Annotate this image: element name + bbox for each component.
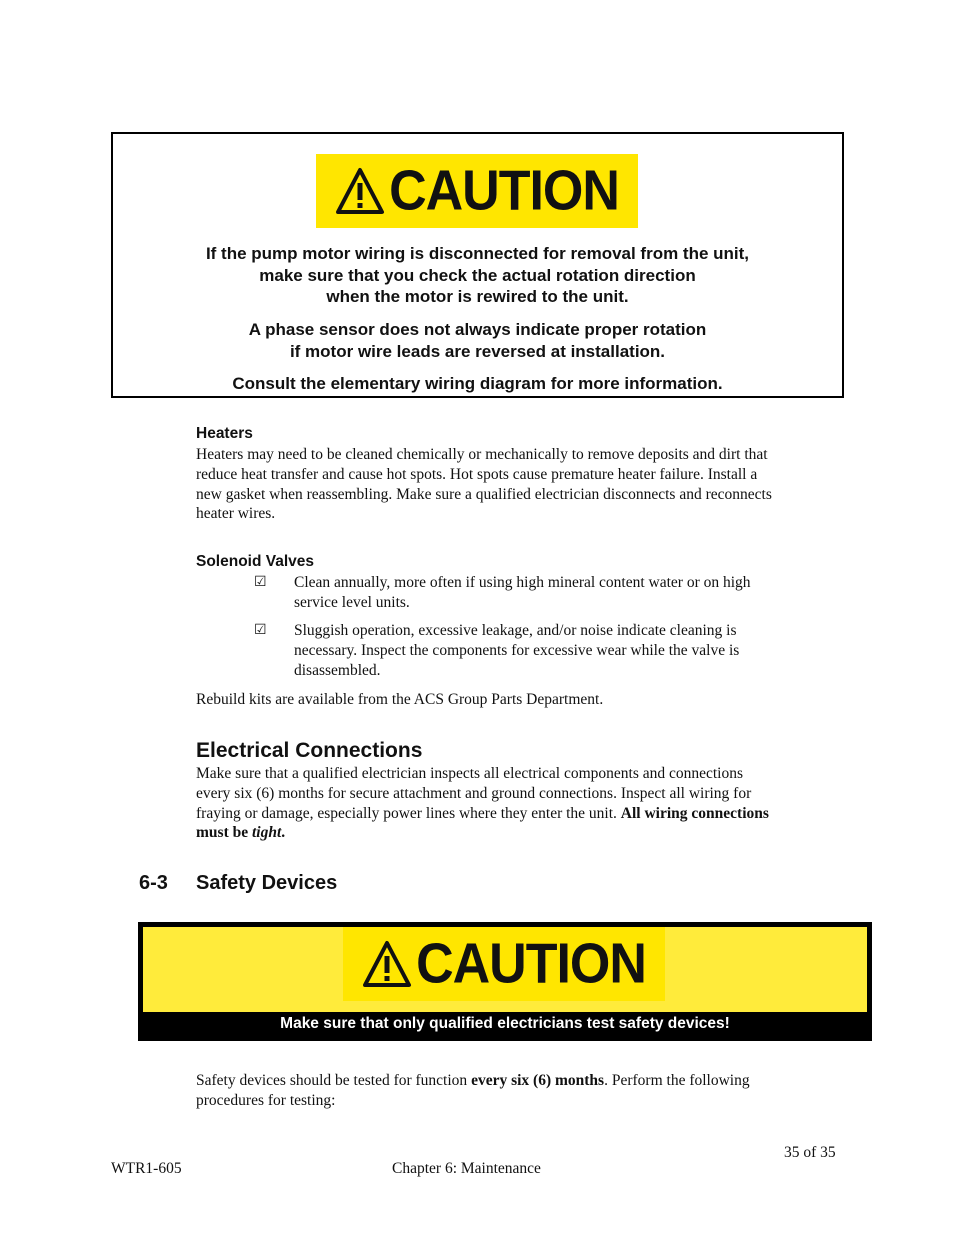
solenoid-item-1 <box>294 573 751 613</box>
checkbox-checked-icon: ☑ <box>254 574 267 590</box>
safety-line-bold: every six (6) months <box>471 1072 605 1089</box>
electrical-line <box>196 823 769 843</box>
caution-paragraph-3 <box>113 373 842 395</box>
electrical-line4-bold: must be <box>196 824 252 842</box>
electrical-line <box>196 804 769 824</box>
heaters-heading: Heaters <box>196 425 253 442</box>
electrical-line4-bold-italic: tight <box>251 824 282 842</box>
rebuild-note <box>196 690 603 710</box>
electrical-connections-paragraph <box>196 764 769 843</box>
rebuild-note-text: Rebuild kits are available from the ACS Group Parts Department. <box>196 691 604 708</box>
caution-word: CAUTION <box>389 159 619 223</box>
caution-box <box>111 132 844 398</box>
safety-line-start: Safety devices should be tested for function <box>196 1072 472 1089</box>
caution-line: If the pump motor wiring is disconnected for removal from the unit, <box>205 244 750 263</box>
section-heading: Safety Devices <box>196 872 338 894</box>
caution-label <box>343 927 665 1001</box>
chapter-title: Chapter 6: Maintenance <box>392 1160 541 1177</box>
safety-line-end: . Perform the following <box>604 1072 750 1089</box>
warning-triangle-icon <box>335 167 385 215</box>
caution-message: Make sure that only qualified electricians test safety devices! <box>280 1015 730 1032</box>
caution-paragraph-1 <box>113 243 842 308</box>
electrical-connections-heading: Electrical Connections <box>196 739 423 762</box>
document-id: WTR1-605 <box>111 1160 182 1177</box>
caution-label <box>316 154 638 228</box>
caution-word: CAUTION <box>416 932 646 996</box>
solenoid-valves-heading: Solenoid Valves <box>196 553 315 570</box>
heaters-line: new gasket when reassembling. Make sure a qualified electrician disconnects and reconnects <box>196 485 772 503</box>
heaters-line: reduce heat transfer and cause hot spots. Hot spots cause premature heater failure. Install a <box>196 465 758 483</box>
solenoid-item-line: Clean annually, more often if using high mineral content water or on high <box>294 574 751 591</box>
safety-devices-paragraph <box>196 1071 750 1111</box>
caution-paragraph-2 <box>113 319 842 362</box>
solenoid-item-line: necessary. Inspect the components for excessive wear while the valve is <box>294 641 740 659</box>
electrical-line3-plain: fraying or damage, especially power lines where they enter the unit. <box>196 804 621 822</box>
caution-box <box>138 922 872 1041</box>
electrical-line3-bold: All wiring connections <box>620 804 769 822</box>
solenoid-item-line: Sluggish operation, excessive leakage, and/or noise indicate cleaning is <box>294 622 737 639</box>
solenoid-item-2 <box>294 621 739 680</box>
caution-line: A phase sensor does not always indicate proper rotation <box>248 320 707 339</box>
solenoid-item-line: disassembled. <box>294 661 381 679</box>
electrical-line: Make sure that a qualified electrician inspects all electrical components and connections <box>196 765 744 782</box>
section-number: 6-3 <box>139 872 168 894</box>
heaters-line: heater wires. <box>196 505 276 523</box>
warning-triangle-icon <box>362 940 412 988</box>
caution-line: when the motor is rewired to the unit. <box>326 287 629 306</box>
solenoid-item-line: service level units. <box>294 593 410 611</box>
caution-line: make sure that you check the actual rotation direction <box>259 265 696 285</box>
safety-line: procedures for testing: <box>196 1091 336 1109</box>
page-number: 35 of 35 <box>784 1144 836 1161</box>
electrical-line4-end: . <box>281 824 286 842</box>
heaters-paragraph <box>196 445 772 524</box>
heaters-line: Heaters may need to be cleaned chemically or mechanically to remove deposits and dirt that <box>196 446 768 463</box>
electrical-line: every six (6) months for secure attachment and ground connections. Inspect all wiring for <box>196 784 752 802</box>
checkbox-checked-icon: ☑ <box>254 622 267 638</box>
caution-line: if motor wire leads are reversed at installation. <box>289 341 666 361</box>
safety-line <box>196 1071 750 1091</box>
caution-line: Consult the elementary wiring diagram for more information. <box>232 374 723 393</box>
